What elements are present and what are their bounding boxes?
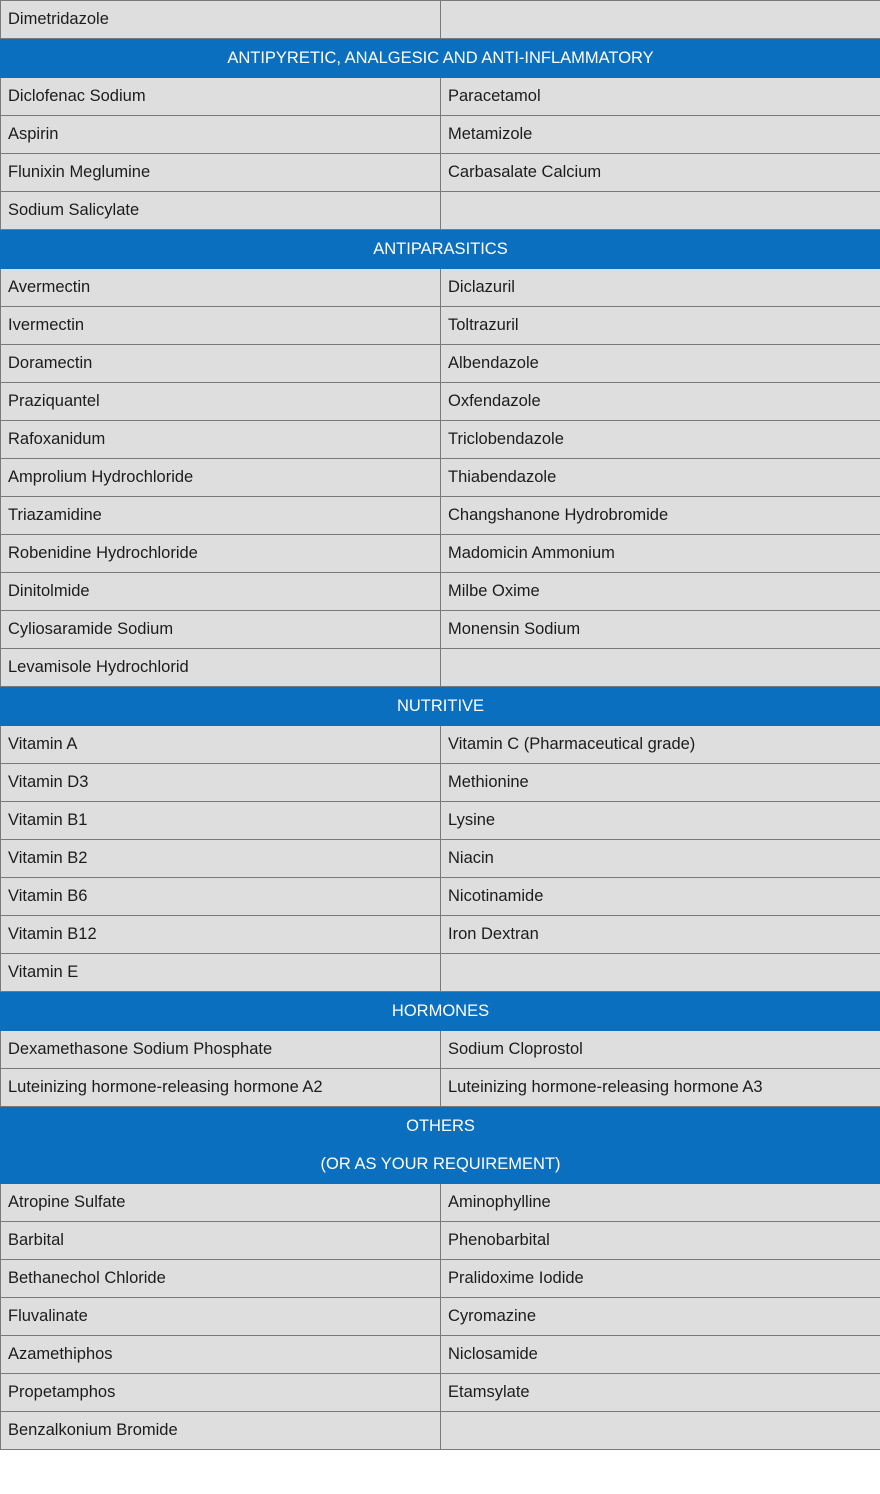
- product-cell-right: Madomicin Ammonium: [441, 535, 880, 573]
- product-cell-left: Vitamin B1: [1, 802, 441, 840]
- product-cell-right: Aminophylline: [441, 1184, 880, 1222]
- product-cell-left: Doramectin: [1, 345, 441, 383]
- product-cell-left: Ivermectin: [1, 307, 441, 345]
- table-row: [1, 840, 880, 878]
- table-row: [1, 1298, 880, 1336]
- section-title: ANTIPARASITICS: [373, 240, 508, 258]
- product-cell-right: Triclobendazole: [441, 421, 880, 459]
- product-cell-right: Paracetamol: [441, 78, 880, 116]
- table-row: [1, 764, 880, 802]
- product-cell-right: [441, 1412, 880, 1450]
- product-cell-right: Carbasalate Calcium: [441, 154, 880, 192]
- table-row: [1, 154, 880, 192]
- table-row: [1, 1336, 880, 1374]
- table-row: [1, 459, 880, 497]
- table-row: [1, 497, 880, 535]
- product-cell-left: Aspirin: [1, 116, 441, 154]
- table-row: [1, 573, 880, 611]
- product-cell-left: Benzalkonium Bromide: [1, 1412, 441, 1450]
- section-header-cell: [1, 230, 880, 269]
- product-cell-left: Cyliosaramide Sodium: [1, 611, 441, 649]
- product-cell-right: [441, 192, 880, 230]
- product-cell-right: Monensin Sodium: [441, 611, 880, 649]
- section-header: [1, 39, 880, 78]
- section-title: HORMONES: [391, 1002, 490, 1020]
- section-header-cell: [1, 992, 880, 1031]
- table-row: [1, 916, 880, 954]
- product-cell-left: Avermectin: [1, 269, 441, 307]
- section-title: OTHERS: [406, 1117, 475, 1135]
- product-cell-left: Vitamin E: [1, 954, 441, 992]
- product-cell-left: Luteinizing hormone-releasing hormone A2: [1, 1069, 441, 1107]
- product-cell-left: Robenidine Hydrochloride: [1, 535, 441, 573]
- product-cell-right: Luteinizing hormone-releasing hormone A3: [441, 1069, 880, 1107]
- table-row: [1, 192, 880, 230]
- product-cell-left: Vitamin B6: [1, 878, 441, 916]
- product-cell-right: Albendazole: [441, 345, 880, 383]
- product-cell-right: Sodium Cloprostol: [441, 1031, 880, 1069]
- product-cell-right: Pralidoxime Iodide: [441, 1260, 880, 1298]
- product-cell-left: Dimetridazole: [1, 1, 441, 39]
- section-title: ANTIPYRETIC, ANALGESIC AND ANTI-INFLAMMATORY: [227, 49, 654, 67]
- product-cell-left: Diclofenac Sodium: [1, 78, 441, 116]
- product-cell-right: Nicotinamide: [441, 878, 880, 916]
- product-cell-right: Milbe Oxime: [441, 573, 880, 611]
- product-cell-left: Amprolium Hydrochloride: [1, 459, 441, 497]
- product-cell-right: Diclazuril: [441, 269, 880, 307]
- table-row: [1, 307, 880, 345]
- product-cell-right: Thiabendazole: [441, 459, 880, 497]
- table-row: [1, 1184, 880, 1222]
- product-cell-left: Vitamin A: [1, 726, 441, 764]
- table-row: [1, 1260, 880, 1298]
- product-cell-left: Sodium Salicylate: [1, 192, 441, 230]
- product-cell-right: Toltrazuril: [441, 307, 880, 345]
- product-cell-right: Niacin: [441, 840, 880, 878]
- product-cell-left: Atropine Sulfate: [1, 1184, 441, 1222]
- table-row: [1, 1031, 880, 1069]
- table-row: [1, 535, 880, 573]
- product-cell-left: Bethanechol Chloride: [1, 1260, 441, 1298]
- product-cell-right: Vitamin C (Pharmaceutical grade): [441, 726, 880, 764]
- product-cell-left: Vitamin B12: [1, 916, 441, 954]
- table-row: [1, 78, 880, 116]
- table-row: [1, 269, 880, 307]
- product-cell-right: Iron Dextran: [441, 916, 880, 954]
- product-cell-right: Etamsylate: [441, 1374, 880, 1412]
- product-cell-right: Metamizole: [441, 116, 880, 154]
- section-header-cell: [1, 687, 880, 726]
- table-row: [1, 954, 880, 992]
- product-cell-left: Dexamethasone Sodium Phosphate: [1, 1031, 441, 1069]
- product-table-body: [1, 1, 880, 1450]
- table-row: [1, 1, 880, 39]
- section-header-cell: [1, 39, 880, 78]
- table-row: [1, 1412, 880, 1450]
- section-title: NUTRITIVE: [396, 697, 485, 715]
- product-cell-left: Vitamin B2: [1, 840, 441, 878]
- table-row: [1, 802, 880, 840]
- product-cell-right: Changshanone Hydrobromide: [441, 497, 880, 535]
- table-row: [1, 611, 880, 649]
- product-cell-right: Niclosamide: [441, 1336, 880, 1374]
- table-row: [1, 345, 880, 383]
- product-cell-right: Phenobarbital: [441, 1222, 880, 1260]
- product-cell-right: [441, 649, 880, 687]
- product-cell-left: Praziquantel: [1, 383, 441, 421]
- section-header: [1, 687, 880, 726]
- product-cell-left: Flunixin Meglumine: [1, 154, 441, 192]
- section-header: [1, 1107, 880, 1184]
- product-cell-right: Methionine: [441, 764, 880, 802]
- section-header-cell: [1, 1107, 880, 1184]
- product-cell-left: Triazamidine: [1, 497, 441, 535]
- product-cell-right: Oxfendazole: [441, 383, 880, 421]
- table-row: [1, 649, 880, 687]
- table-row: [1, 1069, 880, 1107]
- section-header: [1, 992, 880, 1031]
- table-row: [1, 383, 880, 421]
- product-cell-left: Dinitolmide: [1, 573, 441, 611]
- product-cell-left: Levamisole Hydrochlorid: [1, 649, 441, 687]
- product-cell-left: Vitamin D3: [1, 764, 441, 802]
- product-cell-left: Azamethiphos: [1, 1336, 441, 1374]
- product-cell-left: Barbital: [1, 1222, 441, 1260]
- product-cell-left: Rafoxanidum: [1, 421, 441, 459]
- product-cell-right: [441, 954, 880, 992]
- table-row: [1, 116, 880, 154]
- product-cell-right: Lysine: [441, 802, 880, 840]
- table-row: [1, 1222, 880, 1260]
- section-title: (OR AS YOUR REQUIREMENT): [320, 1155, 561, 1173]
- section-header: [1, 230, 880, 269]
- table-row: [1, 421, 880, 459]
- product-cell-left: Propetamphos: [1, 1374, 441, 1412]
- product-cell-right: [441, 1, 880, 39]
- table-row: [1, 726, 880, 764]
- product-cell-right: Cyromazine: [441, 1298, 880, 1336]
- table-row: [1, 878, 880, 916]
- product-cell-left: Fluvalinate: [1, 1298, 441, 1336]
- table-row: [1, 1374, 880, 1412]
